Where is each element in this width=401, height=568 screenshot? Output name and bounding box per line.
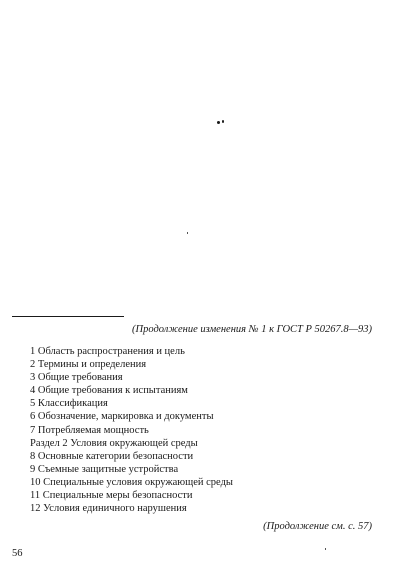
contents-item: 11 Специальные меры безопасности [30, 490, 193, 502]
contents-item: 4 Общие требования к испытаниям [30, 385, 188, 397]
separator-rule [12, 316, 124, 317]
contents-item: 9 Съемные защитные устройства [30, 463, 179, 475]
scan-speck [325, 548, 326, 550]
contents-list [30, 345, 233, 515]
page-number: 56 [12, 548, 23, 559]
contents-item: 10 Специальные условия окружающей среды [30, 476, 233, 488]
contents-item: 8 Основные категории безопасности [30, 450, 194, 462]
contents-item: 12 Условия единичного нарушения [30, 503, 187, 515]
contents-item: 2 Термины и определения [30, 359, 147, 371]
contents-item: 6 Обозначение, маркировка и документы [30, 411, 214, 423]
scan-speck [217, 121, 220, 124]
scan-speck [222, 120, 224, 123]
continuation-note-top: (Продолжение изменения № 1 к ГОСТ Р 50267.8—93) [132, 324, 372, 335]
contents-item: 7 Потребляемая мощность [30, 424, 149, 436]
continuation-note-bottom: (Продолжение см. с. 57) [263, 521, 372, 532]
scan-speck [187, 232, 188, 234]
contents-item: 1 Область распространения и цель [30, 346, 185, 357]
contents-item: 5 Классификация [30, 398, 108, 410]
contents-item: Раздел 2 Условия окружающей среды [30, 437, 198, 449]
contents-item: 3 Общие требования [30, 372, 123, 384]
